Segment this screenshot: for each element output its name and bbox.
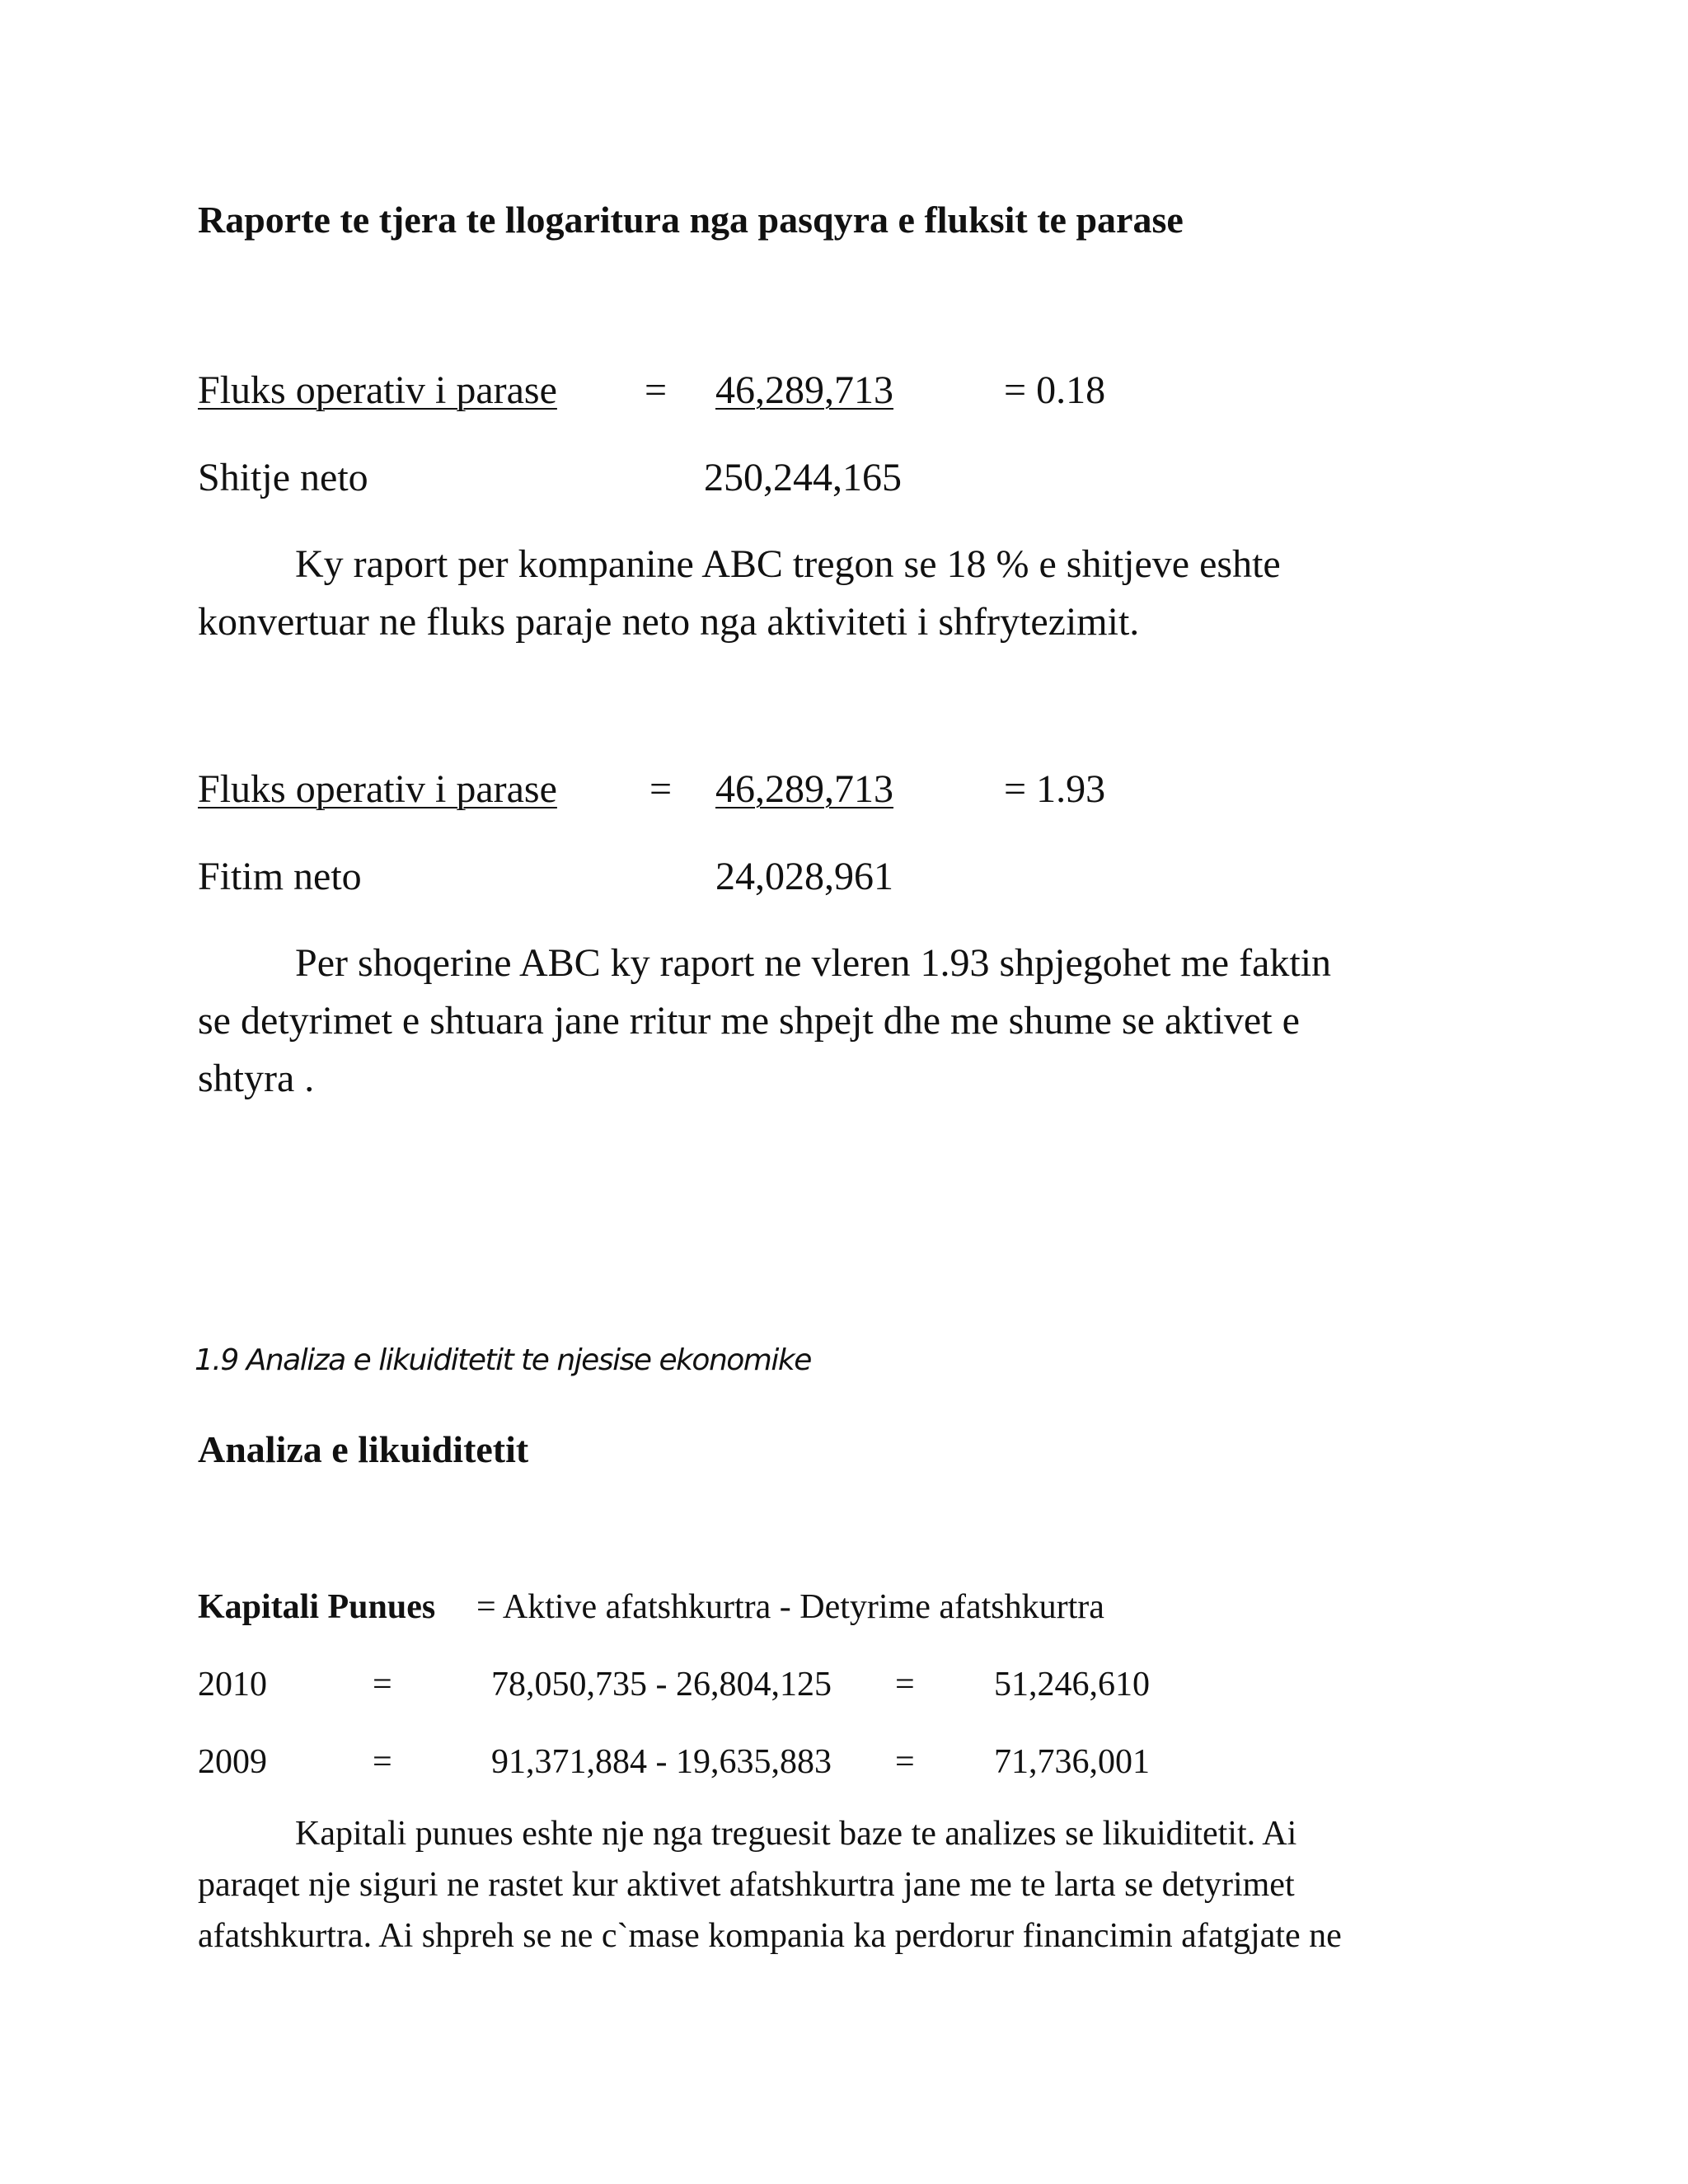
calc-cell: 78,050,735 - 26,804,125 — [491, 1666, 832, 1704]
page-title: Raporte te tjera te llogaritura nga pasqyra e fluksit te parase — [198, 199, 1184, 241]
paragraph-line: afatshkurtra. Ai shpreh se ne c`mase kompania ka perdorur financimin afatgjate ne — [198, 1917, 1342, 1955]
equals-cell: = — [373, 1666, 392, 1704]
section-heading: Analiza e likuiditetit — [198, 1428, 529, 1470]
ratio-numerator-label: Fluks operativ i parase — [198, 767, 557, 811]
explanation-line: shtyra . — [198, 1057, 315, 1100]
year-cell: 2009 — [198, 1743, 267, 1781]
ratio-denominator-label: Fitim neto — [198, 855, 362, 898]
paragraph-line: Kapitali punues eshte nje nga treguesit baze te analizes se likuiditetit. Ai — [295, 1815, 1297, 1853]
explanation-line: konvertuar ne fluks paraje neto nga aktiviteti i shfrytezimit. — [198, 600, 1140, 644]
ratio-numerator-label: Fluks operativ i parase — [198, 368, 557, 412]
ratio-explanation — [198, 935, 1484, 1108]
ratio-result: = 1.93 — [1004, 767, 1106, 811]
working-capital-paragraph — [198, 1808, 1484, 1961]
year-cell: 2010 — [198, 1666, 267, 1704]
explanation-line: Ky raport per kompanine ABC tregon se 18 % e shitjeve eshte — [295, 542, 1281, 586]
ratio-explanation — [198, 536, 1484, 651]
ratio-denominator-value: 24,028,961 — [715, 855, 893, 898]
result-cell: 51,246,610 — [994, 1666, 1150, 1704]
explanation-line: Per shoqerine ABC ky raport ne vleren 1.93 shpjegohet me faktin — [295, 941, 1332, 985]
equals-cell: = — [895, 1666, 915, 1704]
section-number-title: 1.9 Analiza e likuiditetit te njesise ekonomike — [195, 1343, 811, 1377]
ratio-equals: = — [649, 767, 673, 811]
ratio-denominator-label: Shitje neto — [198, 456, 368, 499]
equals-cell: = — [373, 1743, 392, 1781]
ratio-numerator-value: 46,289,713 — [715, 368, 893, 412]
working-capital-label: Kapitali Punues — [198, 1588, 436, 1626]
equals-cell: = — [895, 1743, 915, 1781]
result-cell: 71,736,001 — [994, 1743, 1150, 1781]
calc-cell: 91,371,884 - 19,635,883 — [491, 1743, 832, 1781]
paragraph-line: paraqet nje siguri ne rastet kur aktivet afatshkurtra jane me te larta se detyrimet — [198, 1866, 1295, 1904]
ratio-result: = 0.18 — [1004, 368, 1106, 412]
ratio-equals: = — [645, 368, 668, 412]
explanation-line: se detyrimet e shtuara jane rritur me shpejt dhe me shume se aktivet e — [198, 999, 1300, 1043]
working-capital-formula: = Aktive afatshkurtra - Detyrime afatshkurtra — [476, 1588, 1104, 1626]
ratio-denominator-value: 250,244,165 — [704, 456, 902, 499]
ratio-numerator-value: 46,289,713 — [715, 767, 893, 811]
